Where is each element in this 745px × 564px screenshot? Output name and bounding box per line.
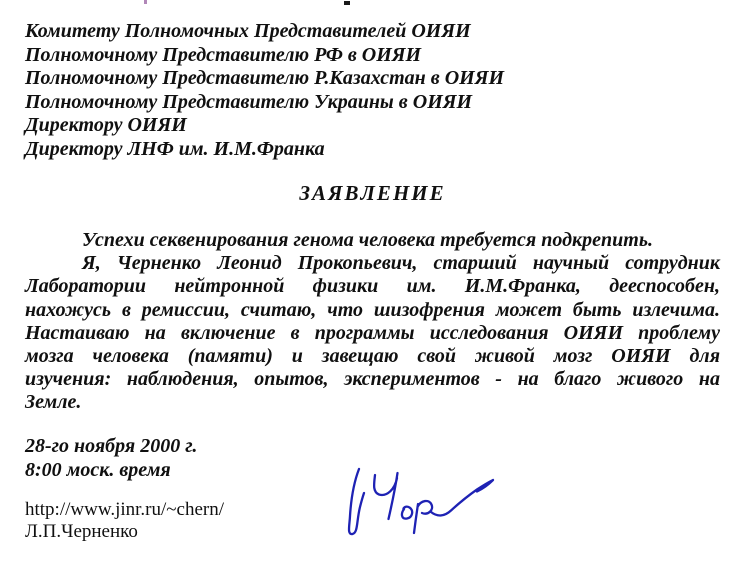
- signature-stroke: [349, 469, 364, 534]
- recipient-line: Полномочному Представителю РФ в ОИЯИ: [25, 43, 422, 66]
- author-name: Л.П.Черненко: [25, 520, 138, 542]
- recipient-line: Комитету Полномочных Представителей ОИЯИ: [25, 20, 471, 42]
- date-line: 28-го ноября 2000 г.: [25, 435, 198, 457]
- signature-stroke: [431, 480, 493, 515]
- recipient-line: Полномочному Представителю Р.Казахстан в ОИЯИ: [25, 67, 505, 89]
- recipient-line: Полномочному Представителю Украины в ОИЯИ: [25, 90, 473, 113]
- signature-stroke: [374, 473, 397, 519]
- scan-artifact: [144, 0, 147, 4]
- body-line: нахожусь в ремиссии, считаю, что шизофрения может быть излечима.: [25, 298, 720, 321]
- footer-block: [25, 499, 224, 542]
- signature-stroke: [414, 501, 432, 533]
- body-line: Успехи секвенирования генома человека требуется подкрепить.: [82, 229, 653, 251]
- url-text: http://www.jinr.ru/~chern/: [25, 499, 225, 520]
- body-line: Настаиваю на включение в программы исследования ОИЯИ проблему: [25, 321, 720, 344]
- statement-title: ЗАЯВЛЕНИЕ: [299, 181, 446, 205]
- body-line: Я, Черненко Леонид Прокопьевич, старший научный сотрудник: [82, 252, 720, 275]
- statement-body: [25, 229, 720, 415]
- signature-stroke: [402, 507, 412, 519]
- signature: [337, 460, 497, 545]
- body-line: Земле.: [25, 391, 82, 414]
- recipient-line: Директору ОИЯИ: [25, 114, 187, 136]
- body-line: изучения: наблюдения, опытов, экспериментов - на благо живого на: [25, 368, 720, 391]
- datetime-block: [25, 435, 197, 482]
- recipients-block: [25, 20, 720, 161]
- time-line: 8:00 моск. время: [25, 458, 171, 481]
- body-line: мозга человека (памяти) и завещаю свой живой мозг ОИЯИ для: [25, 345, 720, 368]
- body-line: Лаборатории нейтронной физики им. И.М.Франка, дееспособен,: [25, 275, 720, 298]
- recipient-line: Директору ЛНФ им. И.М.Франка: [25, 137, 325, 160]
- scan-artifact: [344, 1, 350, 5]
